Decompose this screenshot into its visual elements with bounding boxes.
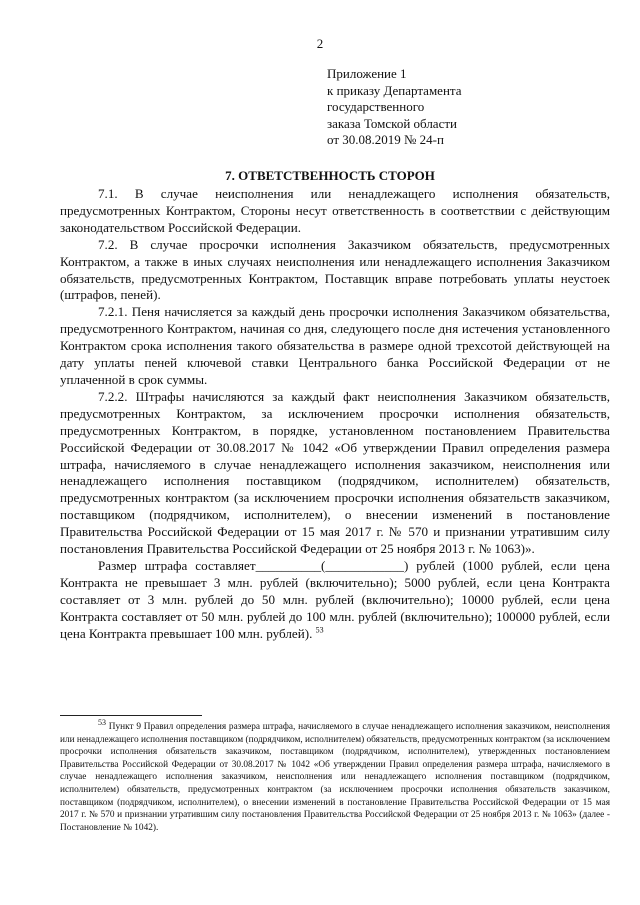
- appendix-line: государственного: [327, 99, 425, 114]
- footnote-text: Пункт 9 Правил определения размера штрафа, начисляемого в случае ненадлежащего исполнения заказчиком, неисполнения или ненадлежащего исполнения поставщиком (подрядчиком, исполнителем) обязательств, предусмотренных контрактом (за исключением просрочки исполнения обязательств заказчиком, поставщиком (подрядчиком, исполнителем), утвержденных постановлением Правительства Российской Федерации от 30.08.2017 № 1042 «Об утверждении Правил определения размера штрафа, начисляемого в случае ненадлежащего исполнения заказчиком, неисполнения или ненадлежащего исполнения поставщиком (подрядчиком, исполнителем) обязательств, предусмотренных контрактом (за исключением просрочки исполнения обязательств заказчиком, поставщиком (подрядчиком, исполнителем), о внесении изменений в постановление Правительства Российской Федерации от 15 мая 2017 г. № 570 и признании утратившим силу постановления Правительства Российской Федерации от 25 ноября 2013 г. № 1063» (далее - Постановление № 1042).: [60, 722, 610, 833]
- paragraph-fine-amount: [60, 558, 610, 643]
- fine-amount-text: Размер штрафа составляет__________(____________) рублей (1000 рублей, если цена Контракта не превышает 3 млн. рублей (включительно); 5000 рублей, если цена Контракта составляет от 3 млн. рублей до 50 млн. рублей (включительно); 10000 рублей, если цена Контракта составляет от 50 млн. рублей до 100 млн. рублей (включительно); 100000 рублей, если цена Контракта превышает 100 млн. рублей).: [60, 557, 610, 641]
- appendix-line: Приложение 1: [327, 66, 407, 81]
- footnote: [60, 717, 610, 834]
- appendix-header: [327, 66, 462, 149]
- section-body: [60, 186, 610, 642]
- page-number: 2: [316, 36, 324, 51]
- paragraph-7-1: 7.1. В случае неисполнения или ненадлежащего исполнения обязательств, предусмотренных Контрактом, Стороны несут ответственность в соответствии с действующим законодательством Российской Федерации.: [60, 186, 610, 235]
- footnote-number: 53: [98, 717, 106, 727]
- appendix-line: к приказу Департамента: [327, 82, 462, 98]
- footnote-reference[interactable]: 53: [315, 625, 324, 635]
- paragraph-7-2: 7.2. В случае просрочки исполнения Заказчиком обязательств, предусмотренных Контрактом, а также в иных случаях неисполнения или ненадлежащего исполнения Заказчиком обязательств, предусмотренных Контрактом, Поставщик вправе потребовать уплаты неустоек (штрафов, пеней).: [60, 236, 610, 303]
- paragraph-7-2-2: 7.2.2. Штрафы начисляются за каждый факт неисполнения Заказчиком обязательств, предусмотренных Контрактом, за исключением просрочки исполнения обязательств, предусмотренных Контрактом, в порядке, установленном постановлением Правительства Российской Федерации от 30.08.2017 № 1042 «Об утверждении Правил определения размера штрафа, начисляемого в случае ненадлежащего исполнения заказчиком, неисполнения или ненадлежащего исполнения поставщиком (подрядчиком, исполнителем) обязательств, предусмотренных контрактом (за исключением просрочки исполнения обязательств заказчиком, поставщиком (подрядчиком, исполнителем), о внесении изменений в постановление Правительства Российской Федерации от 15 мая 2017 г. № 570 и признании утратившим силу постановления Правительства Российской Федерации от 25 ноября 2013 г. № 1063)».: [60, 388, 610, 557]
- section-title: 7. ОТВЕТСТВЕННОСТЬ СТОРОН: [225, 168, 435, 183]
- appendix-line: от 30.08.2019 № 24-п: [327, 132, 444, 147]
- footnote-divider: [60, 715, 202, 716]
- appendix-line: заказа Томской области: [327, 115, 457, 131]
- paragraph-7-2-1: 7.2.1. Пеня начисляется за каждый день просрочки исполнения Заказчиком обязательства, предусмотренного Контрактом, начиная со дня, следующего после дня истечения установленного Контрактом срока исполнения такого обязательства в размере одной трехсотой действующей на дату уплаты пеней ключевой ставки Центрального банка Российской Федерации от не уплаченной в срок суммы.: [60, 304, 610, 387]
